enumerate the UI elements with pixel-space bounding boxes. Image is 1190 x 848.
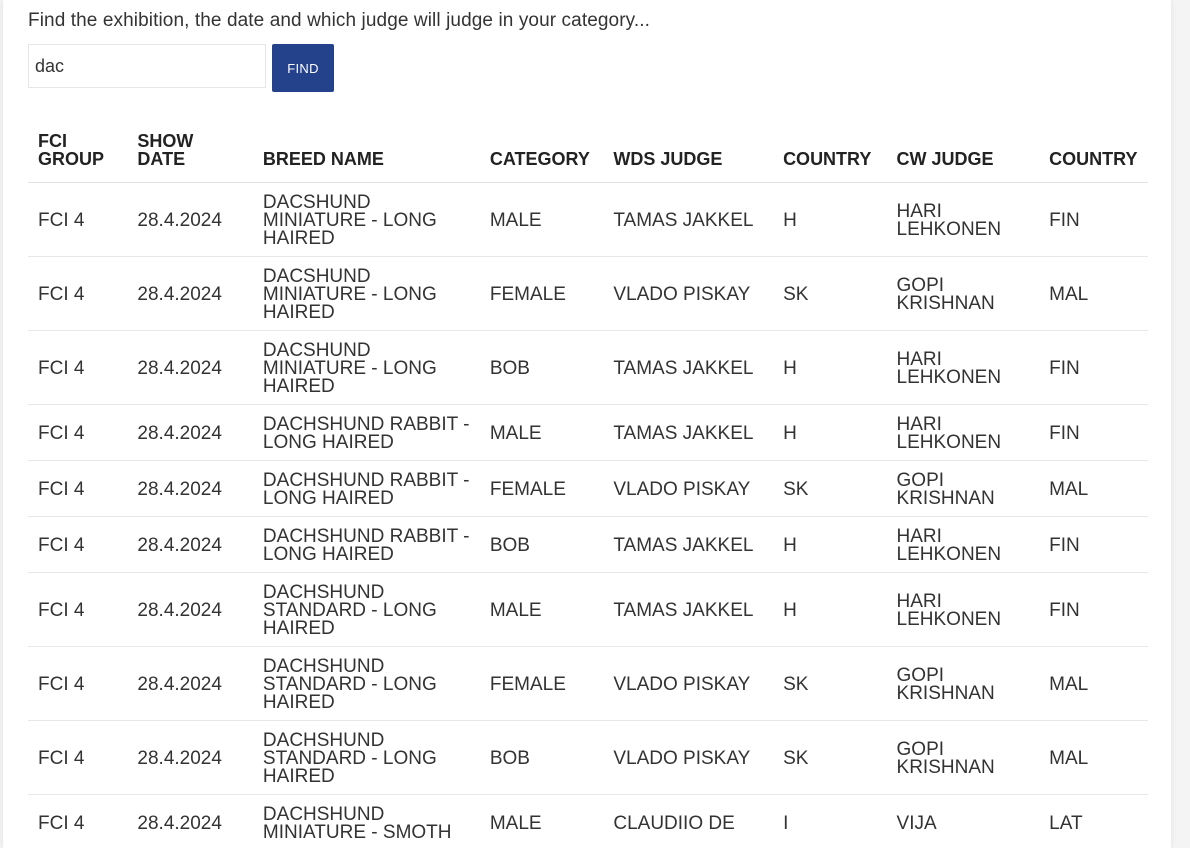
cell-cw-country: FIN xyxy=(1039,573,1148,647)
results-table xyxy=(28,124,1148,848)
cell-cw-country: MAL xyxy=(1039,647,1148,721)
cell-breed: DACSHUND MINIATURE - LONG HAIRED xyxy=(253,183,480,257)
cell-category: MALE xyxy=(480,795,604,848)
cell-cw-country: FIN xyxy=(1039,331,1148,405)
cell-category: MALE xyxy=(480,573,604,647)
table-row xyxy=(28,795,1148,848)
cell-cw-country: FIN xyxy=(1039,405,1148,461)
find-button[interactable]: FIND xyxy=(272,44,334,92)
cell-wds-country: H xyxy=(773,573,886,647)
cell-cw-country: LAT xyxy=(1039,795,1148,848)
cell-cw-judge: GOPI KRISHNAN xyxy=(887,461,1040,517)
table-row xyxy=(28,461,1148,517)
cell-cw-judge: HARI LEHKONEN xyxy=(887,405,1040,461)
cell-show-date: 28.4.2024 xyxy=(127,795,253,848)
cell-fci-group: FCI 4 xyxy=(28,647,127,721)
cell-cw-country: FIN xyxy=(1039,517,1148,573)
cell-wds-judge: VLADO PISKAY xyxy=(603,721,773,795)
cell-wds-country: H xyxy=(773,405,886,461)
cell-breed: DACSHUND MINIATURE - LONG HAIRED xyxy=(253,331,480,405)
cell-category: BOB xyxy=(480,721,604,795)
cell-wds-country: SK xyxy=(773,647,886,721)
table-row xyxy=(28,721,1148,795)
cell-wds-country: H xyxy=(773,517,886,573)
table-header-row xyxy=(28,124,1148,183)
cell-show-date: 28.4.2024 xyxy=(127,331,253,405)
cell-category: BOB xyxy=(480,331,604,405)
cell-show-date: 28.4.2024 xyxy=(127,573,253,647)
cell-fci-group: FCI 4 xyxy=(28,517,127,573)
header-cw-judge: CW JUDGE xyxy=(887,124,1040,183)
cell-cw-judge: HARI LEHKONEN xyxy=(887,517,1040,573)
table-row xyxy=(28,573,1148,647)
cell-breed: DACHSHUND STANDARD - LONG HAIRED xyxy=(253,573,480,647)
table-row xyxy=(28,257,1148,331)
cell-fci-group: FCI 4 xyxy=(28,573,127,647)
cell-wds-judge: VLADO PISKAY xyxy=(603,461,773,517)
table-row xyxy=(28,331,1148,405)
header-cw-country: COUNTRY xyxy=(1039,124,1148,183)
cell-category: FEMALE xyxy=(480,647,604,721)
cell-show-date: 28.4.2024 xyxy=(127,647,253,721)
cell-breed: DACHSHUND STANDARD - LONG HAIRED xyxy=(253,647,480,721)
cell-cw-judge: VIJA xyxy=(887,795,1040,848)
cell-breed: DACHSHUND STANDARD - LONG HAIRED xyxy=(253,721,480,795)
cell-fci-group: FCI 4 xyxy=(28,405,127,461)
table-row xyxy=(28,183,1148,257)
cell-category: FEMALE xyxy=(480,257,604,331)
cell-wds-judge: TAMAS JAKKEL xyxy=(603,331,773,405)
page-container xyxy=(3,0,1171,848)
cell-wds-country: H xyxy=(773,331,886,405)
table-body xyxy=(28,183,1148,848)
cell-fci-group: FCI 4 xyxy=(28,721,127,795)
cell-wds-judge: TAMAS JAKKEL xyxy=(603,183,773,257)
header-breed-name: BREED NAME xyxy=(253,124,480,183)
cell-cw-country: MAL xyxy=(1039,721,1148,795)
search-input[interactable] xyxy=(28,44,266,88)
cell-wds-country: SK xyxy=(773,721,886,795)
cell-wds-judge: VLADO PISKAY xyxy=(603,257,773,331)
cell-wds-country: SK xyxy=(773,461,886,517)
cell-breed: DACHSHUND RABBIT - LONG HAIRED xyxy=(253,517,480,573)
cell-category: MALE xyxy=(480,405,604,461)
cell-wds-judge: CLAUDIIO DE xyxy=(603,795,773,848)
table-row xyxy=(28,647,1148,721)
cell-breed: DACHSHUND RABBIT - LONG HAIRED xyxy=(253,405,480,461)
cell-cw-judge: HARI LEHKONEN xyxy=(887,183,1040,257)
cell-wds-judge: TAMAS JAKKEL xyxy=(603,573,773,647)
table-row xyxy=(28,517,1148,573)
cell-cw-judge: GOPI KRISHNAN xyxy=(887,721,1040,795)
cell-category: FEMALE xyxy=(480,461,604,517)
cell-cw-country: MAL xyxy=(1039,461,1148,517)
header-wds-country: COUNTRY xyxy=(773,124,886,183)
cell-fci-group: FCI 4 xyxy=(28,795,127,848)
header-fci-group: FCI GROUP xyxy=(28,124,127,183)
header-wds-judge: WDS JUDGE xyxy=(603,124,773,183)
cell-fci-group: FCI 4 xyxy=(28,257,127,331)
cell-breed: DACSHUND MINIATURE - LONG HAIRED xyxy=(253,257,480,331)
cell-cw-judge: HARI LEHKONEN xyxy=(887,331,1040,405)
header-show-date: SHOW DATE xyxy=(127,124,253,183)
cell-cw-judge: GOPI KRISHNAN xyxy=(887,257,1040,331)
search-row xyxy=(28,44,334,92)
intro-text: Find the exhibition, the date and which judge will judge in your category... xyxy=(28,10,650,31)
cell-show-date: 28.4.2024 xyxy=(127,517,253,573)
cell-cw-judge: GOPI KRISHNAN xyxy=(887,647,1040,721)
cell-wds-judge: TAMAS JAKKEL xyxy=(603,517,773,573)
cell-breed: DACHSHUND MINIATURE - SMOTH xyxy=(253,795,480,848)
cell-breed: DACHSHUND RABBIT - LONG HAIRED xyxy=(253,461,480,517)
cell-wds-judge: TAMAS JAKKEL xyxy=(603,405,773,461)
cell-show-date: 28.4.2024 xyxy=(127,257,253,331)
header-category: CATEGORY xyxy=(480,124,604,183)
cell-fci-group: FCI 4 xyxy=(28,331,127,405)
table-row xyxy=(28,405,1148,461)
cell-wds-country: H xyxy=(773,183,886,257)
cell-show-date: 28.4.2024 xyxy=(127,183,253,257)
cell-show-date: 28.4.2024 xyxy=(127,461,253,517)
cell-cw-country: FIN xyxy=(1039,183,1148,257)
cell-show-date: 28.4.2024 xyxy=(127,721,253,795)
cell-cw-country: MAL xyxy=(1039,257,1148,331)
cell-fci-group: FCI 4 xyxy=(28,461,127,517)
cell-category: MALE xyxy=(480,183,604,257)
cell-cw-judge: HARI LEHKONEN xyxy=(887,573,1040,647)
cell-wds-country: I xyxy=(773,795,886,848)
cell-fci-group: FCI 4 xyxy=(28,183,127,257)
cell-wds-country: SK xyxy=(773,257,886,331)
cell-wds-judge: VLADO PISKAY xyxy=(603,647,773,721)
cell-category: BOB xyxy=(480,517,604,573)
cell-show-date: 28.4.2024 xyxy=(127,405,253,461)
